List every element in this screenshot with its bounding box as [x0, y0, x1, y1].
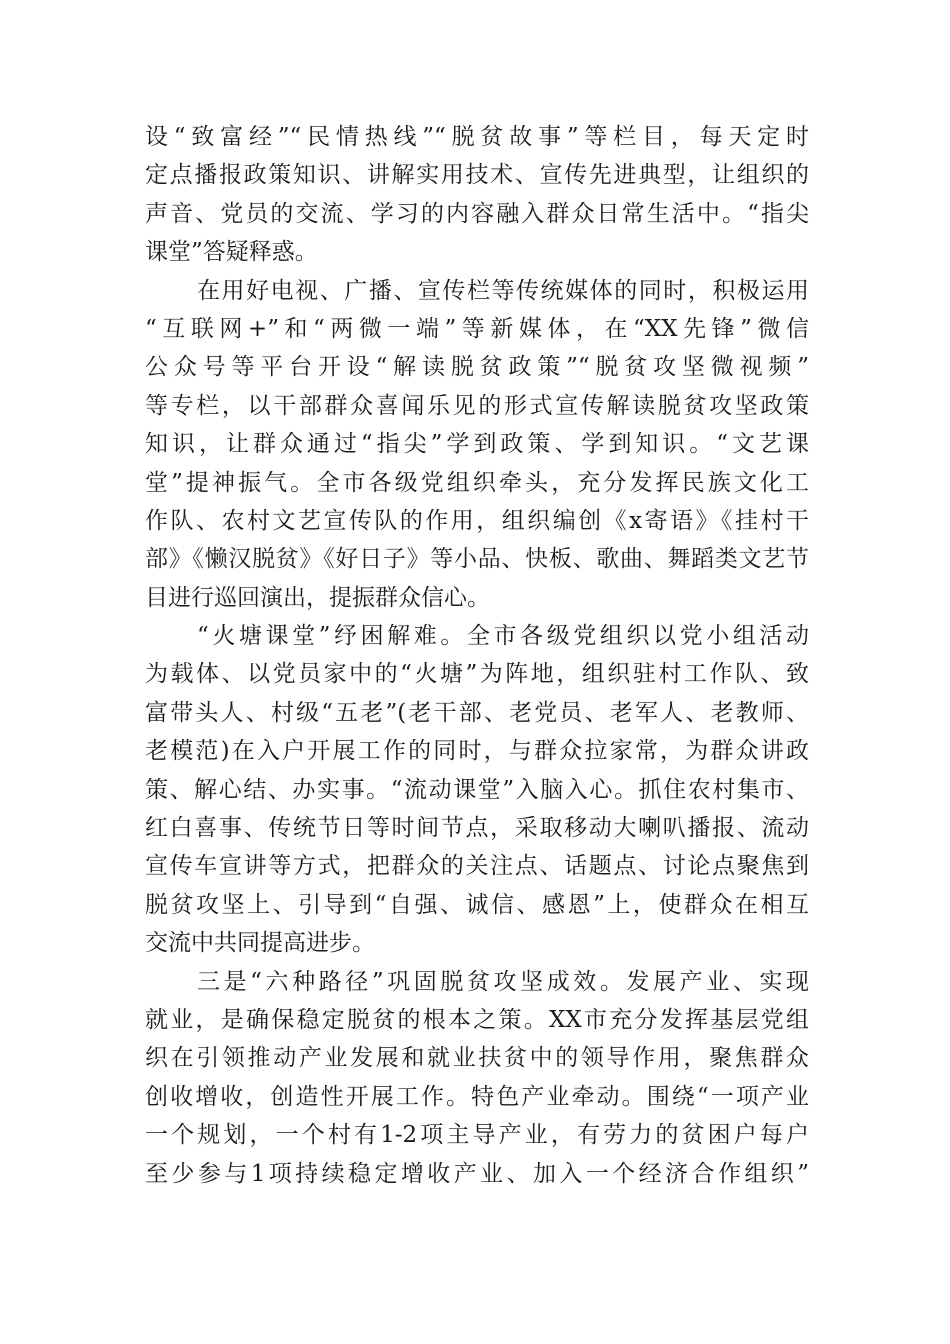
text-line: 声音、党员的交流、学习的内容融入群众日常生活中。“指尖 [145, 200, 809, 227]
text-line: 老模范)在入户开展工作的同时，与群众拉家常，为群众讲政 [145, 738, 809, 765]
paragraph-3 [145, 617, 809, 963]
text-line: 设“致富经”“民情热线”“脱贫故事”等栏目，每天定时 [145, 124, 809, 150]
text-line: 在用好电视、广播、宣传栏等传统媒体的同时，积极运用 [197, 277, 809, 304]
paragraph-2 [145, 272, 809, 618]
text-line: 红白喜事、传统节日等时间节点，采取移动大喇叭播报、流动 [145, 815, 809, 842]
text-line: 创收增收，创造性开展工作。特色产业牵动。围绕“一项产业 [145, 1083, 809, 1110]
text-line: 课堂”答疑释惑。 [145, 239, 318, 266]
document-page [145, 118, 809, 1193]
text-line: 为载体、以党员家中的“火塘”为阵地，组织驻村工作队、致 [145, 661, 809, 688]
text-line: 一个规划，一个村有1-2项主导产业，有劳力的贫困户每户 [145, 1122, 809, 1149]
text-line: 富带头人、村级“五老”(老干部、老党员、老军人、老教师、 [145, 699, 809, 726]
text-line: 定点播报政策知识、讲解实用技术、宣传先进典型，让组织的 [145, 162, 809, 189]
text-line: 作队、农村文艺宣传队的作用，组织编创《x寄语》《挂村干 [145, 507, 809, 534]
text-line: 就业，是确保稳定脱贫的根本之策。XX市充分发挥基层党组 [145, 1006, 809, 1033]
text-line: 知识，让群众通过“指尖”学到政策、学到知识。“文艺课 [145, 431, 809, 458]
text-line: 宣传车宣讲等方式，把群众的关注点、话题点、讨论点聚焦到 [145, 853, 809, 880]
paragraph-1 [145, 118, 809, 272]
text-line: 公众号等平台开设“解读脱贫政策”“脱贫攻坚微视频” [145, 354, 809, 381]
text-line: 策、解心结、办实事。“流动课堂”入脑入心。抓住农村集市、 [145, 776, 809, 803]
text-line: “火塘课堂”纾困解难。全市各级党组织以党小组活动 [197, 623, 809, 650]
text-line: 织在引领推动产业发展和就业扶贫中的领导作用，聚焦群众 [145, 1045, 809, 1072]
text-line: 交流中共同提高进步。 [145, 930, 375, 957]
paragraph-4 [145, 963, 809, 1193]
text-line: 三是“六种路径”巩固脱贫攻坚成效。发展产业、实现 [197, 968, 809, 995]
text-line: 脱贫攻坚上、引导到“自强、诚信、感恩”上，使群众在相互 [145, 891, 809, 918]
text-line: 部》《懒汉脱贫》《好日子》等小品、快板、歌曲、舞蹈类文艺节 [145, 546, 809, 573]
text-line: 至少参与1项持续稳定增收产业、加入一个经济合作组织” [145, 1160, 809, 1187]
text-line: 堂”提神振气。全市各级党组织牵头，充分发挥民族文化工 [145, 469, 809, 496]
text-line: 目进行巡回演出，提振群众信心。 [145, 584, 490, 611]
text-line: “互联网+”和“两微一端”等新媒体，在“XX先锋”微信 [145, 315, 809, 342]
text-line: 等专栏，以干部群众喜闻乐见的形式宣传解读脱贫攻坚政策 [145, 392, 809, 419]
